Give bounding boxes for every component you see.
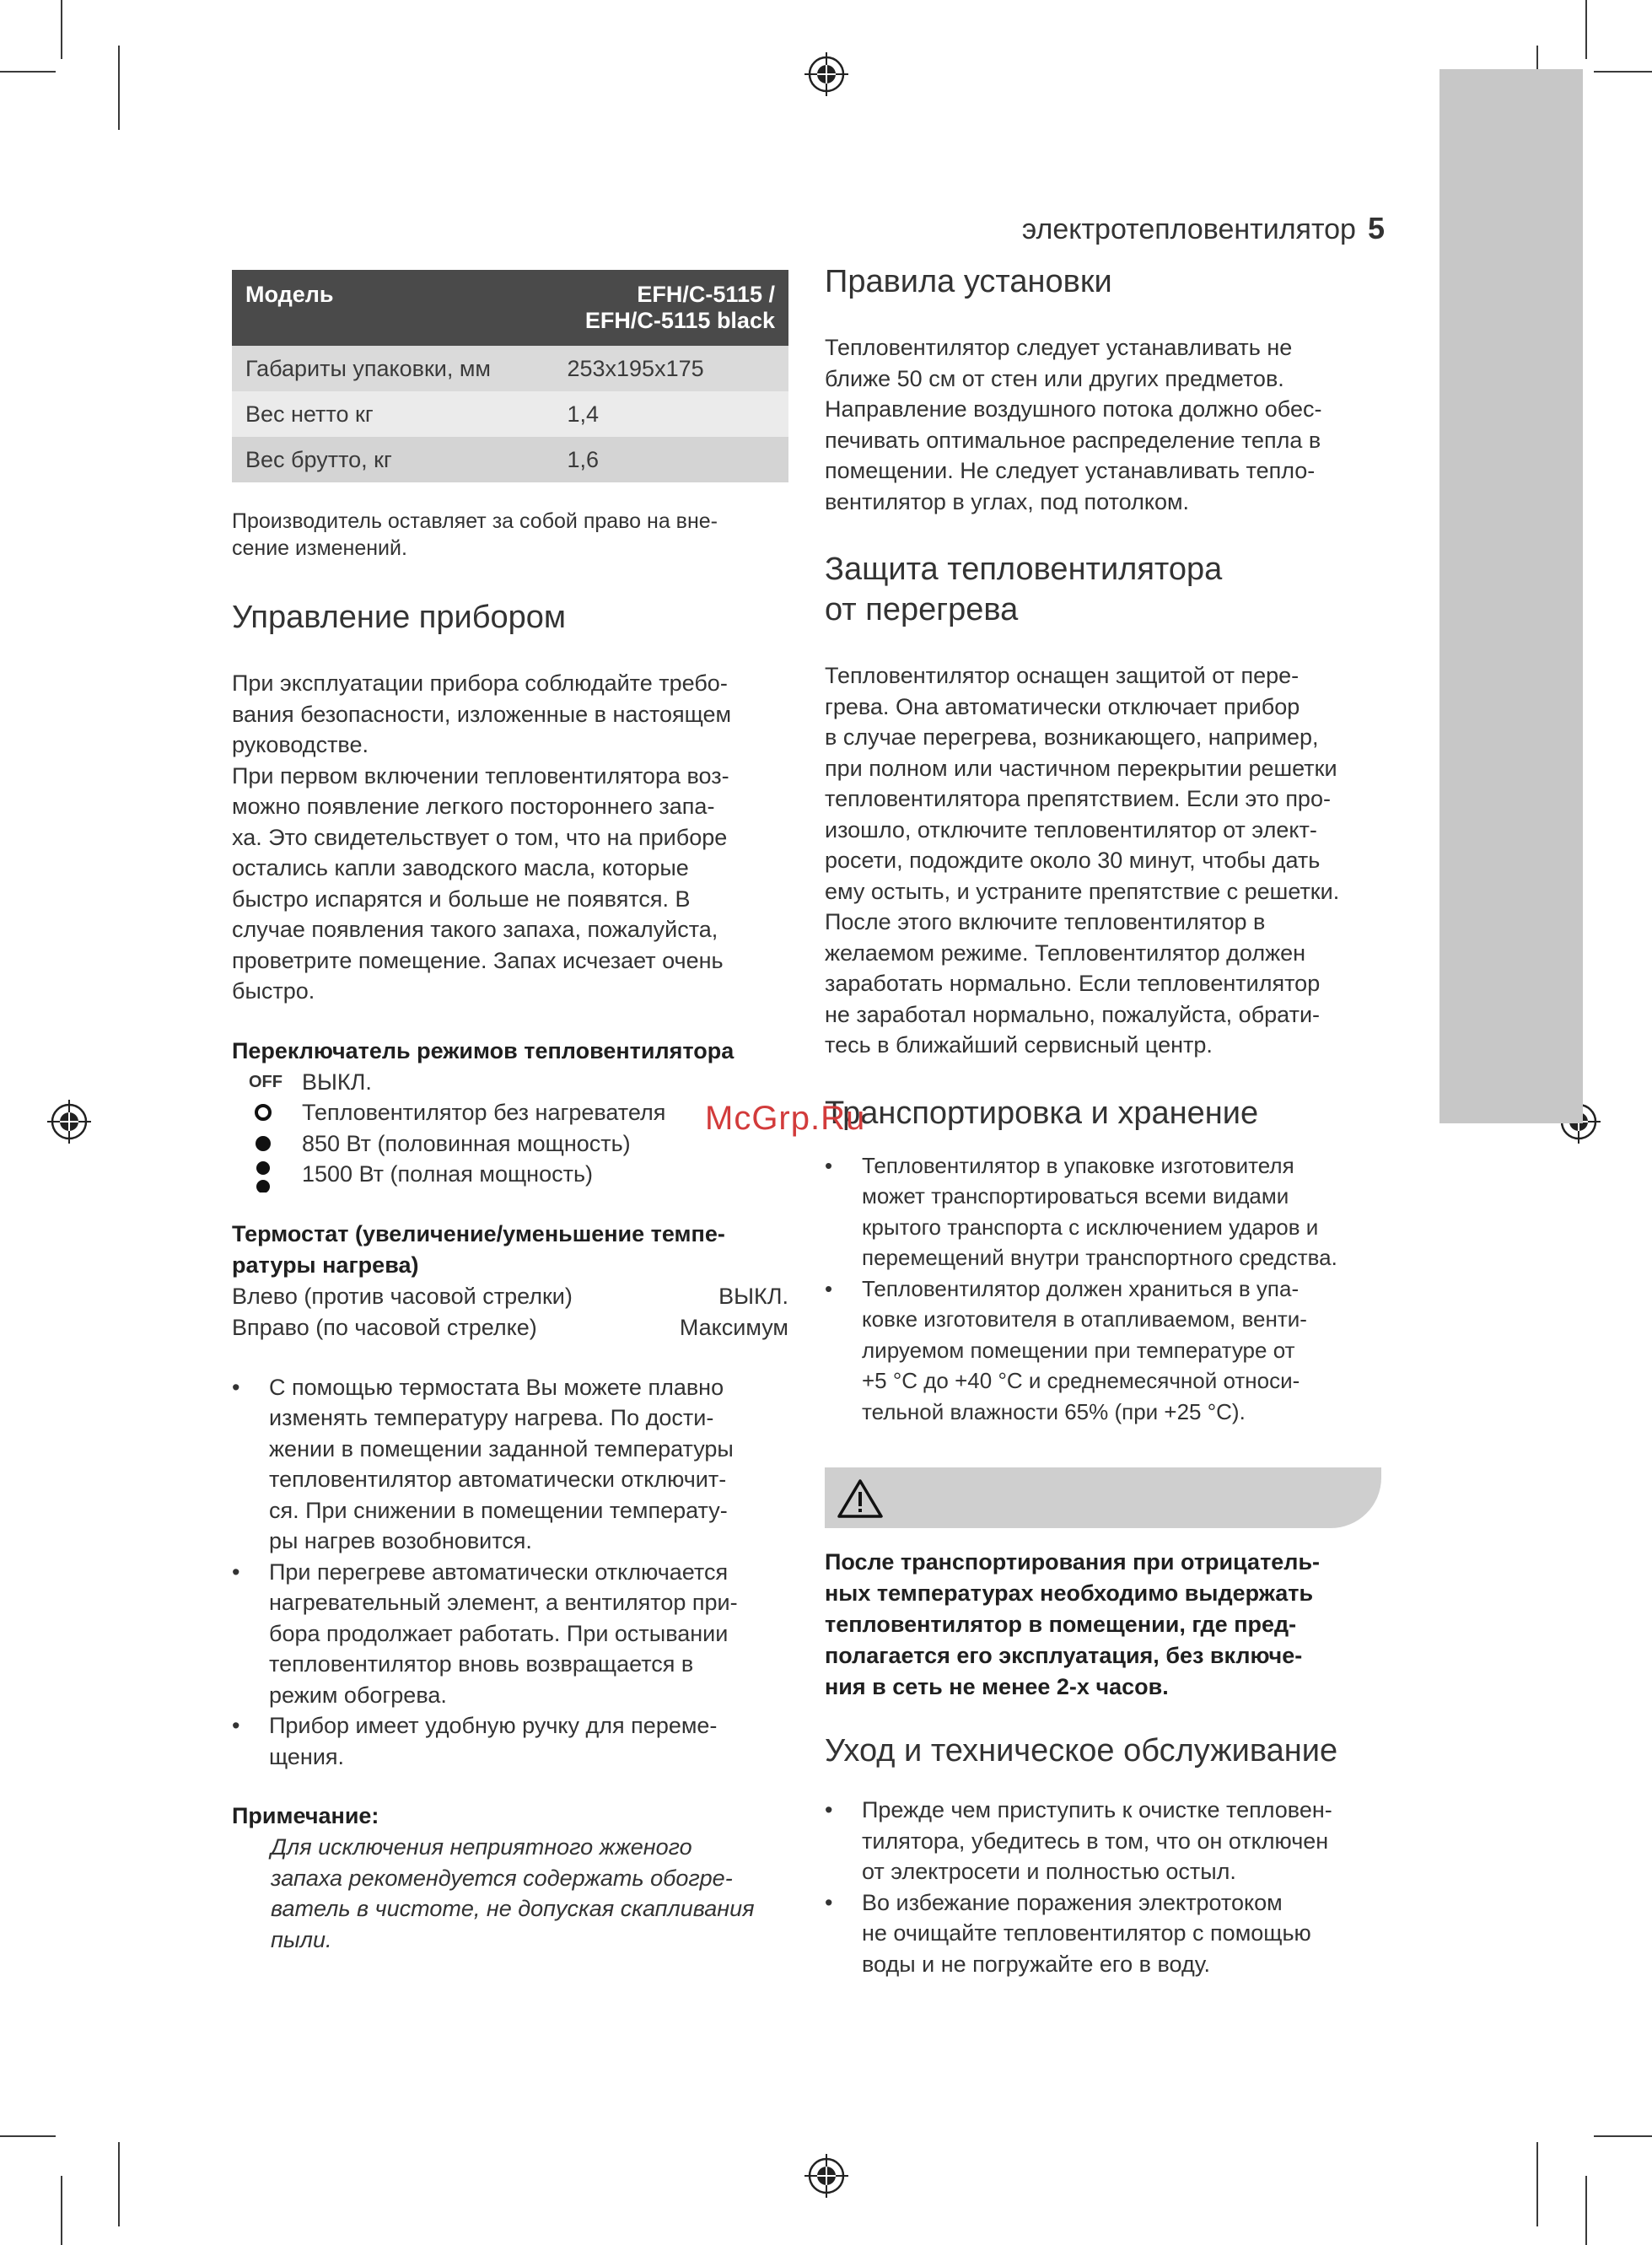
mode-switch-title: Переключатель режимов тепловентилятора: [232, 1037, 735, 1063]
crop-mark: [61, 0, 62, 59]
thermostat-row-right: Вправо (по часовой стрелке) Максимум: [232, 1314, 788, 1340]
right-column: [825, 261, 1381, 1427]
watermark: McGrp.Ru: [705, 1100, 866, 1137]
section-heading-protection: Защита тепловентилятора от перегрева: [825, 552, 1223, 627]
list-item: • Во избежание поражения электротоком не очищайте тепловентилятор с помощью воды и не погружайте его в воду.: [825, 1887, 1381, 1980]
table-cell-label: Вес брутто, кг: [232, 437, 541, 482]
half-power-icon: [244, 1128, 283, 1159]
table-row: [232, 391, 788, 437]
crop-mark: [118, 2142, 120, 2226]
table-row: [232, 437, 788, 482]
mode-item-full: 1500 Вт (полная мощность): [232, 1159, 788, 1190]
registration-mark-icon: [804, 52, 848, 96]
table-cell-value: 1,4: [541, 391, 788, 437]
crop-mark: [61, 2176, 62, 2245]
page-header: [1022, 211, 1385, 246]
spec-table: [232, 270, 788, 482]
crop-mark: [118, 46, 120, 130]
crop-mark: [1585, 2176, 1587, 2245]
crop-mark: [1536, 2142, 1538, 2226]
table-cell-label: Габариты упаковки, мм: [232, 346, 541, 391]
install-paragraph: Тепловентилятор следует устанавливать не ближе 50 см от стен или других предметов. Направление воздушного потока должно обес- печивать оптимальное распределение тепла в помещении. Не следует устанавливать тепло- вентилятор в углах, под потолком.: [825, 335, 1322, 514]
control-paragraph: При эксплуатации прибора соблюдайте требо- вания безопасности, изложенные в настоящем руководстве. При первом включении тепловентилятора воз- можно появление легкого постороннего запа- ха. Это свидетельствует о том, что на приборе остались капли заводского масла, которые быстро испарятся и больше не появятся. В случае появления такого запаха, пожалуйста, проветрите помещение. Запах исчезает очень быстро.: [232, 670, 732, 1004]
section-heading-transport: Транспортировка и хранение: [825, 1095, 1259, 1131]
mode-item-fan: Тепловентилятор без нагревателя: [232, 1097, 788, 1128]
thermostat-row-left: Влево (против часовой стрелки) ВЫКЛ.: [232, 1283, 788, 1309]
table-row: [232, 346, 788, 391]
protection-paragraph: Тепловентилятор оснащен защитой от пере- грева. Она автоматически отключает прибор в случае перегрева, возникающего, например, при полном или частичном перекрытии решетки тепловентилятора препятствием. Если это про- изошло, отключите тепловентилятор от элект- росети, подождите около 30 минут, чтобы дать ему остыть, и устраните препятствие с решетки. После этого включите тепловентилятор в желаемом режиме. Тепловентилятор должен заработать нормально. Если тепловентилятор не заработал нормально, пожалуйста, обрати- тесь в ближайший сервисный центр.: [825, 663, 1340, 1058]
fan-only-icon: [244, 1097, 283, 1128]
side-tab: [1439, 69, 1583, 1123]
crop-mark: [0, 2135, 56, 2137]
note-title: Примечание:: [232, 1803, 379, 1828]
maintenance-section: [825, 1731, 1381, 1979]
list-item: • Тепловентилятор в упаковке изготовителя может транспортироваться всеми видами крытого транспорта с исключением ударов и перемещений внутри транспортного средства.: [825, 1150, 1381, 1273]
crop-mark: [1594, 71, 1652, 73]
manufacturer-note: Производитель оставляет за собой право на вне- сение изменений.: [232, 509, 718, 560]
header-title: электротепловентилятор: [1021, 213, 1356, 245]
mode-item-off: OFF ВЫКЛ.: [232, 1067, 788, 1098]
list-item: • Тепловентилятор должен храниться в упа- ковке изготовителя в отапливаемом, венти- лируемом помещении при температуре от +5 °С до +40 °С и среднемесячной относи- тельной влажности 65% (при +25 °С).: [825, 1273, 1381, 1428]
list-item: • Прибор имеет удобную ручку для переме- щения.: [232, 1710, 788, 1772]
crop-mark: [1594, 2135, 1652, 2137]
crop-mark: [1585, 0, 1587, 59]
table-cell-value: 253x195x175: [541, 346, 788, 391]
transport-bullet-list: [825, 1150, 1381, 1428]
registration-mark-icon: [47, 1100, 91, 1144]
maintenance-bullet-list: [825, 1795, 1381, 1979]
warning-banner: [825, 1467, 1381, 1528]
warning-triangle-icon: [837, 1478, 884, 1520]
crop-mark: [0, 71, 56, 73]
page-number: 5: [1367, 211, 1385, 245]
off-icon: OFF: [249, 1072, 283, 1091]
thermostat-title: Термостат (увеличение/уменьшение темпе- ратуры нагрева): [232, 1220, 725, 1278]
table-cell-label: Вес нетто кг: [232, 391, 541, 437]
note-text: Для исключения неприятного жженого запаха рекомендуется содержать обогре- ватель в чистоте, не допуская скапливания пыли.: [271, 1834, 755, 1952]
list-item: • При перегреве автоматически отключается нагревательный элемент, а вентилятор при- бора продолжает работать. При остывании тепловентилятор вновь возвращается в режим обогрева.: [232, 1557, 788, 1711]
table-header-model-value: EFH/C-5115 / EFH/C-5115 black: [541, 270, 788, 346]
mode-item-half: 850 Вт (половинная мощность): [232, 1128, 788, 1160]
full-power-icon: [244, 1155, 283, 1192]
section-heading-maintenance: Уход и техническое обслуживание: [825, 1733, 1338, 1769]
table-header-model: Модель: [232, 270, 541, 346]
table-cell-value: 1,6: [541, 437, 788, 482]
warning-text: После транспортирования при отрицатель- ных температурах необходимо выдержать тепловентилятор в помещении, где пред- полагается его эксплуатация, без включе- ния в сеть не менее 2-х часов.: [825, 1549, 1321, 1699]
section-heading-install: Правила установки: [825, 264, 1112, 299]
list-item: • С помощью термостата Вы можете плавно изменять температуру нагрева. По дости- жении в помещении заданной температуры тепловентилятор автоматически отключит- ся. При снижении в помещении температу- ры нагрев возобновится.: [232, 1372, 788, 1557]
control-bullet-list: [232, 1372, 788, 1773]
warning-text-block: [825, 1547, 1381, 1703]
list-item: • Прежде чем приступить к очистке тепловен- тилятора, убедитесь в том, что он отключен от электросети и полностью остыл.: [825, 1795, 1381, 1887]
registration-mark-icon: [804, 2154, 848, 2198]
section-heading-control: Управление прибором: [232, 600, 567, 635]
